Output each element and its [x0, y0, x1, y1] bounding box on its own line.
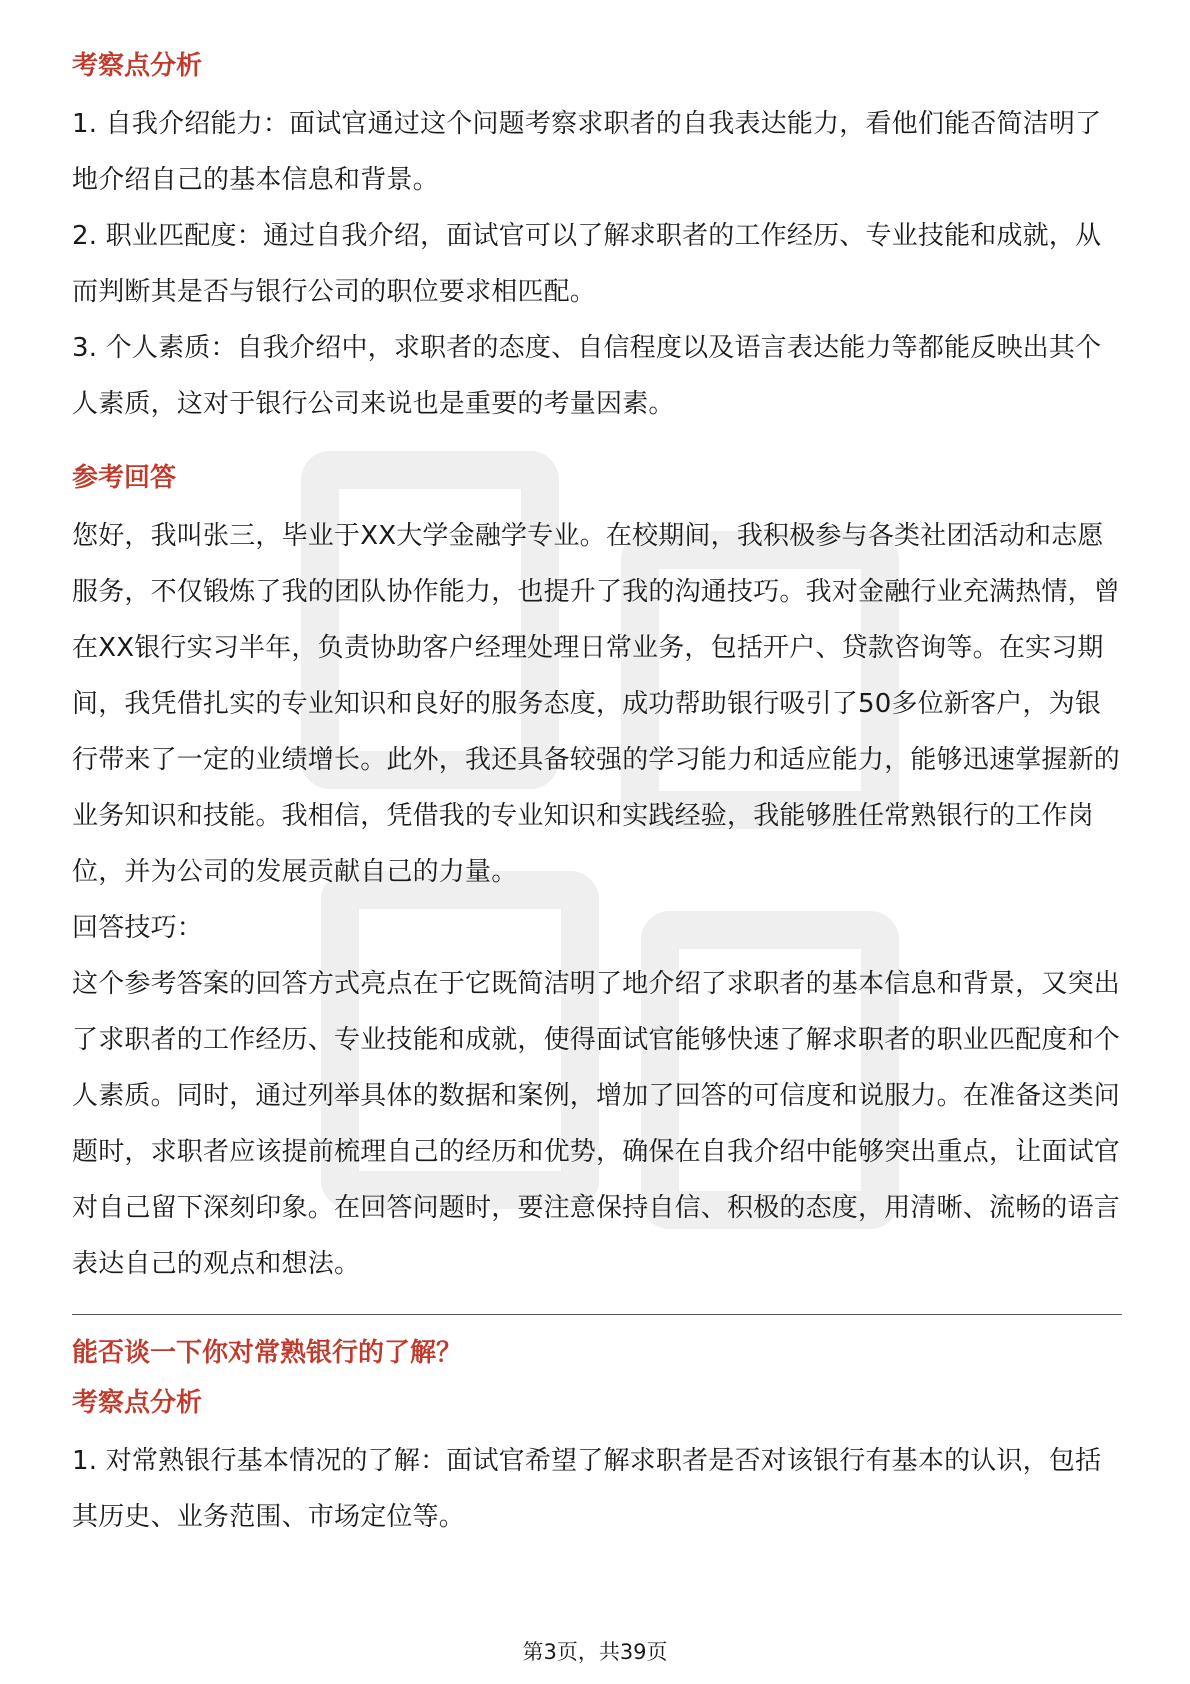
question-heading: 能否谈一下你对常熟银行的了解？ — [72, 1338, 463, 1368]
analysis-heading: 考察点分析 — [72, 1388, 203, 1418]
tips-text: 这个参考答案的回答方式亮点在于它既简洁明了地介绍了求职者的基本信息和背景，又突出了求职者的工作经历、专业技能和成就，使得面试官能够快速了解求职者的职业匹配度和个人素质。同时，通过列举具体的数据和案例，增加了回答的可信度和说服力。在准备这类问题时，求职者应该提前梳理自己的经历和优势，确保在自我介绍中能够突出重点，让面试官对自己留下深刻印象。在回答问题时，要注意保持自信、积极的态度，用清晰、流畅的语言表达自己的观点和想法。 — [72, 969, 1121, 1279]
analysis-item: 1. 对常熟银行基本情况的了解：面试官希望了解求职者是否对该银行有基本的认识，包括其历史、业务范围、市场定位等。 — [72, 1446, 1102, 1532]
reference-answer: 您好，我叫张三，毕业于XX大学金融学专业。在校期间，我积极参与各类社团活动和志愿服务，不仅锻炼了我的团队协作能力，也提升了我的沟通技巧。我对金融行业充满热情，曾在XX银行实习半年，负责协助客户经理处理日常业务，包括开户、贷款咨询等。在实习期间，我凭借扎实的专业知识和良好的服务态度，成功帮助银行吸引了50多位新客户，为银行带来了一定的业绩增长。此外，我还具备较强的学习能力和适应能力，能够迅速掌握新的业务知识和技能。我相信，凭借我的专业知识和实践经验，我能够胜任常熟银行的工作岗位，并为公司的发展贡献自己的力量。 — [72, 521, 1121, 887]
content-area — [72, 46, 1122, 1545]
page-number: 第3页，共39页 — [522, 1640, 668, 1664]
section-divider — [72, 1314, 1122, 1315]
analysis-item: 1. 自我介绍能力：面试官通过这个问题考察求职者的自我表达能力，看他们能否简洁明了地介绍自己的基本信息和背景。 — [72, 109, 1102, 195]
analysis-heading: 考察点分析 — [72, 51, 203, 81]
tips-label: 回答技巧： — [72, 913, 204, 943]
analysis-item: 3. 个人素质：自我介绍中，求职者的态度、自信程度以及语言表达能力等都能反映出其个人素质，这对于银行公司来说也是重要的考量因素。 — [72, 333, 1102, 419]
analysis-item: 2. 职业匹配度：通过自我介绍，面试官可以了解求职者的工作经历、专业技能和成就，从而判断其是否与银行公司的职位要求相匹配。 — [72, 221, 1102, 307]
reference-heading: 参考回答 — [72, 463, 177, 493]
